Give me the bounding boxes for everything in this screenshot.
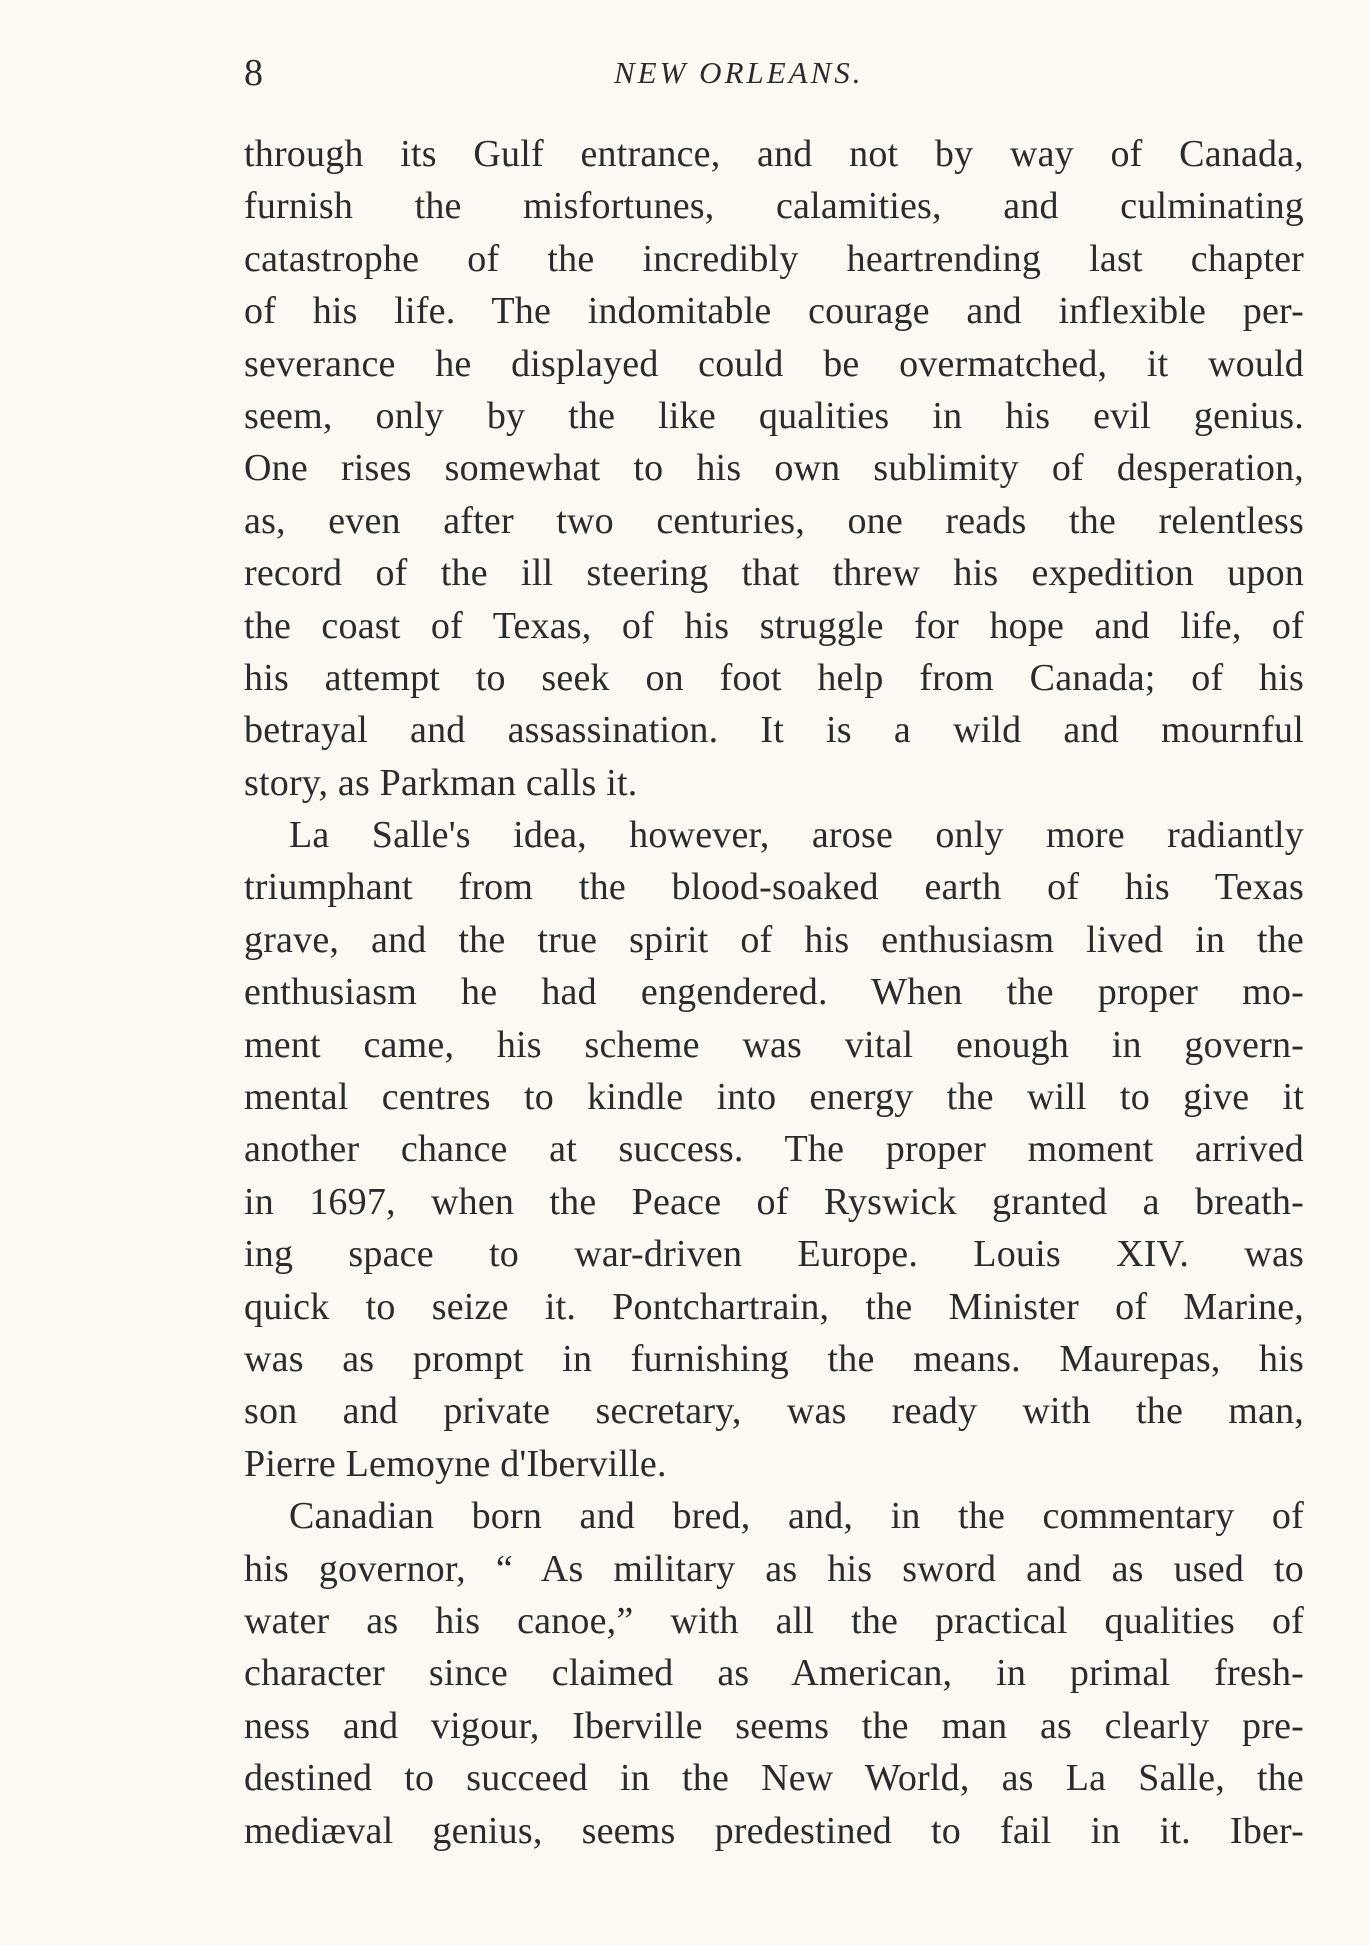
text-line: his attempt to seek on foot help from Canada; of his [244, 656, 1304, 699]
text-line: through its Gulf entrance, and not by way of Canada, [244, 133, 1304, 175]
text-line: seem, only by the like qualities in his evil genius. [244, 394, 1304, 437]
page-header [244, 48, 1304, 98]
body-text [244, 128, 1304, 1857]
text-line: catastrophe of the incredibly heartrending last chapter [244, 237, 1304, 280]
text-line: ment came, his scheme was vital enough in govern- [244, 1023, 1304, 1066]
text-line: ness and vigour, Iberville seems the man as clearly pre- [244, 1704, 1304, 1747]
text-line: betrayal and assassination. It is a wild and mournful [244, 709, 1304, 752]
text-line: son and private secretary, was ready with the man, [244, 1390, 1304, 1433]
text-line: water as his canoe,” with all the practical qualities of [244, 1599, 1304, 1642]
text-line: of his life. The indomitable courage and inflexible per- [244, 290, 1304, 333]
text-line: ing space to war-driven Europe. Louis XIV. was [244, 1233, 1304, 1276]
text-line: story, as Parkman calls it. [244, 761, 638, 804]
text-line: furnish the misfortunes, calamities, and culminating [244, 185, 1304, 228]
text-line: the coast of Texas, of his struggle for hope and life, of [244, 604, 1304, 647]
text-line: La Salle's idea, however, arose only more radiantly [289, 814, 1304, 857]
text-line: another chance at success. The proper moment arrived [244, 1128, 1304, 1171]
text-line: mediæval genius, seems predestined to fail in it. Iber- [244, 1809, 1304, 1852]
text-line: his governor, “ As military as his sword and as used to [244, 1547, 1304, 1590]
text-line: in 1697, when the Peace of Ryswick granted a breath- [244, 1180, 1304, 1223]
text-line: grave, and the true spirit of his enthusiasm lived in the [244, 918, 1304, 961]
text-line: character since claimed as American, in primal fresh- [244, 1652, 1304, 1695]
text-line: One rises somewhat to his own sublimity of desperation, [244, 447, 1304, 490]
text-line: as, even after two centuries, one reads the relentless [244, 499, 1304, 542]
page-number: 8 [244, 52, 264, 94]
text-line: was as prompt in furnishing the means. Maurepas, his [244, 1337, 1304, 1380]
text-line: mental centres to kindle into energy the will to give it [244, 1076, 1304, 1119]
text-line: Canadian born and bred, and, in the commentary of [289, 1495, 1304, 1538]
text-line: Pierre Lemoyne d'Iberville. [244, 1442, 667, 1485]
text-line: destined to succeed in the New World, as La Salle, the [244, 1757, 1304, 1800]
running-title: NEW ORLEANS. [614, 55, 864, 90]
text-line: severance he displayed could be overmatched, it would [244, 342, 1304, 385]
text-line: triumphant from the blood-soaked earth of his Texas [244, 866, 1304, 909]
text-line: quick to seize it. Pontchartrain, the Minister of Marine, [244, 1285, 1304, 1328]
text-line: record of the ill steering that threw his expedition upon [244, 552, 1304, 595]
text-line: enthusiasm he had engendered. When the proper mo- [244, 971, 1304, 1014]
